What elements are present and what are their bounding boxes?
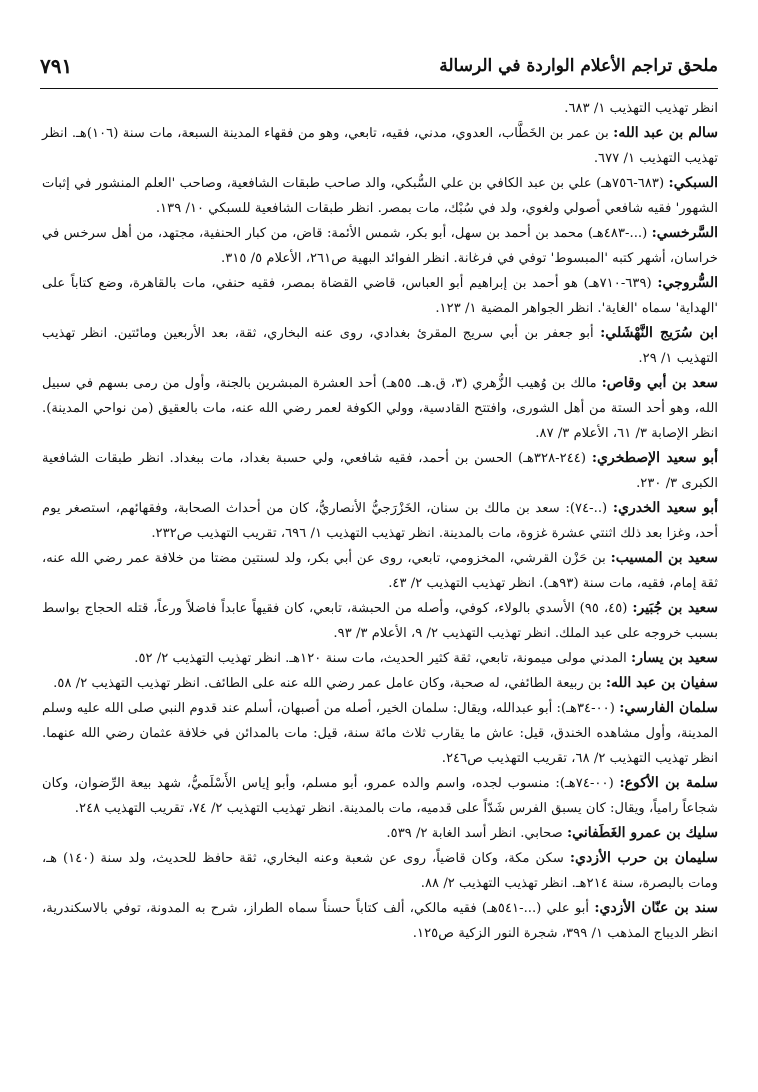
biography-entry: [42, 446, 718, 496]
page-header: [40, 52, 718, 89]
entry-text: المدني مولى ميمونة، تابعي، ثقة كثير الحديث، مات سنة ١٢٠هـ. انظر تهذيب التهذيب ٢/ ٥٢.: [134, 651, 627, 666]
entry-text: صحابي. انظر أسد الغابة ٢/ ٥٣٩.: [386, 826, 563, 841]
biography-entry: [42, 121, 718, 171]
entry-name: سعيد بن جُبَير:: [632, 600, 719, 616]
biography-entry: [42, 596, 718, 646]
entry-name: سند بن عنّان الأزدي:: [594, 900, 718, 916]
entry-text: بن عمر بن الخَطَّاب، العدوي، مدني، فقيه، تابعي، وهو من فقهاء المدينة السبعة، مات سنة (١٠٦)هـ. انظر تهذيب التهذيب ١/ ٦٧٧.: [42, 126, 718, 166]
entry-text: بن ربيعة الطائفي، له صحبة، وكان عامل عمر رضي الله عنه على الطائف. انظر تهذيب التهذيب ٢/ ٥٨.: [53, 676, 602, 691]
entry-name: سليمان بن حرب الأزدي:: [569, 850, 718, 866]
biography-entry: [42, 846, 718, 896]
entry-text: (٦٨٣-٧٥٦هـ) علي بن عبد الكافي بن علي السُّبكي، والد صاحب طبقات الشافعية، وصاحب 'العلم المنشور في إثبات الشهور' فقيه شافعي أصولي ولغوي، ولد في سُبْك، مات بمصر. انظر طبقات الشافعية للسبكي ١٠/ ١٣٩.: [42, 176, 718, 216]
entry-name: سلمة بن الأكوع:: [619, 775, 718, 791]
biography-entry: [42, 371, 718, 446]
entry-text: أبو جعفر بن أبي سريج المقرئ بغدادي، روى عنه البخاري، ثقة، بعد الأربعين ومائتين. انظر تهذيب التهذيب ١/ ٢٩.: [42, 326, 718, 366]
biography-entry: [42, 96, 718, 121]
biography-entry: [42, 221, 718, 271]
entry-text: (...-٤٨٣هـ) محمد بن أحمد بن سهل، أبو بكر، شمس الأئمة: قاض، من كبار الحنفية، مجتهد، من أهل سرخس في خراسان، أشهر كتبه 'المبسوط' توفي في فرغانة. انظر الفوائد البهية ص٢٦١، الأعلام ٥/ ٣١٥.: [42, 226, 718, 266]
entry-name: سليك بن عمرو الغَطَفاني:: [567, 825, 718, 841]
entry-name: السبكي:: [668, 175, 718, 191]
biography-entry: [42, 546, 718, 596]
entry-text: أبو علي (...-٥٤١هـ) فقيه مالكي، ألف كتاباً حسناً سماه الطراز، شرح به المدونة، توفي بالاسكندرية، انظر الديباج المذهب ١/ ٣٩٩، شجرة النور الزكية ص١٢٥.: [42, 901, 718, 941]
biography-entry: [42, 646, 718, 671]
entry-text: انظر تهذيب التهذيب ١/ ٦٨٣.: [564, 101, 718, 116]
entry-name: سعد بن أبي وقاص:: [601, 375, 719, 391]
biography-entry: [42, 696, 718, 771]
biography-entry: [42, 321, 718, 371]
entry-name: سعيد بن يسار:: [631, 650, 718, 666]
running-title: ملحق تراجم الأعلام الواردة في الرسالة: [439, 56, 718, 76]
entry-text: سكن مكة، وكان قاضياً، روى عن شعبة وعنه البخاري، ثقة حافظ للحديث، ولد سنة (١٤٠) هـ، ومات بالبصرة، سنة ٢١٤هـ. انظر تهذيب التهذيب ٢/ ٨٨.: [42, 851, 718, 891]
entry-text: بن حَزْن القرشي، المخزومي، تابعي، روى عن أبي بكر، ولد لسنتين مضتا من خلافة عمر رضي الله عنه، ثقة إمام، فقيه، مات سنة (٩٣هـ). انظر تهذيب التهذيب ٢/ ٤٣.: [42, 551, 718, 591]
entry-name: سالم بن عبد الله:: [613, 125, 718, 141]
entry-name: السَّرخسي:: [651, 225, 718, 241]
biography-entry: [42, 171, 718, 221]
entry-text: (٠٠-٣٤هـ): أبو عبدالله، ويقال: سلمان الخير، أصله من أصبهان، أسلم عند قدوم النبي صلى الله عليه وسلم المدينة، وأول مشاهده الخندق، قيل: عاش ما يقارب ثلاث مائة سنة، قيل: مات بالمدائن في خلافة عثمان رضي الله عنهما. انظر تهذيب التهذيب ٢/ ٦٨، تقريب التهذيب ص٢٤٦.: [42, 701, 718, 766]
biography-entry: [42, 671, 718, 696]
biography-entries: [42, 96, 718, 946]
entry-text: (٦٣٩-٧١٠هـ) هو أحمد بن إبراهيم أبو العباس، قاضي القضاة بمصر، فقيه حنفي، مات بالقاهرة، وضع كتاباً على 'الهداية' سماه 'الغاية'. انظر الجواهر المضية ١/ ١٢٣.: [42, 276, 718, 316]
entry-name: السُّروجي:: [657, 275, 718, 291]
biography-entry: [42, 771, 718, 821]
entry-text: (٤٥، ٩٥) الأسدي بالولاء، كوفي، وأصله من الحبشة، تابعي، كان فقيهاً عابداً فاضلاً ورعاً، قتله الحجاج بواسط بسبب خروجه على عبد الملك. انظر تهذيب التهذيب ٢/ ٩، الأعلام ٣/ ٩٣.: [42, 601, 718, 641]
entry-text: (..-٧٤): سعد بن مالك بن سنان، الخَزْرَجيُّ الأنصاريُّ، كان من أحداث الصحابة، وفقهائهم، استصغر يوم أحد، وغزا بعد ذلك اثنتي عشرة غزوة، مات بالمدينة. انظر تهذيب التهذيب ١/ ٦٩٦، تقريب التهذيب ص٢٣٢.: [42, 501, 718, 541]
entry-name: أبو سعيد الخدري:: [612, 500, 718, 516]
entry-name: سلمان الفارسي:: [619, 700, 718, 716]
biography-entry: [42, 896, 718, 946]
entry-name: سعيد بن المسيب:: [610, 550, 718, 566]
entry-text: (٠٠-٧٤هـ): منسوب لجده، واسم والده عمرو، أبو مسلم، وأبو إياس الأَسْلَميُّ، شهد بيعة الرِّضوان، وكان شجاعاً رامياً، ويقال: كان يسبق الفرس شَدّاً على قدميه، مات بالمدينة. انظر تهذيب التهذيب ٢/ ٧٤، تقريب التهذيب ٢٤٨.: [42, 776, 718, 816]
biography-entry: [42, 271, 718, 321]
page-number: ٧٩١: [40, 54, 73, 78]
entry-name: أبو سعيد الإصطخري:: [591, 450, 718, 466]
biography-entry: [42, 496, 718, 546]
biography-entry: [42, 821, 718, 846]
entry-name: ابن سُرَيج النَّهْشَلي:: [600, 325, 718, 341]
entry-text: (٢٤٤-٣٢٨هـ) الحسن بن أحمد، فقيه شافعي، ولي حسبة بغداد، مات ببغداد. انظر طبقات الشافعية الكبرى ٣/ ٢٣٠.: [42, 451, 718, 491]
entry-text: مالك بن وُهيب الزُّهري (٣، ق.هـ. ٥٥هـ) أحد العشرة المبشرين بالجنة، وأول من رمى بسهم في سبيل الله، وهو أحد الستة من أهل الشورى، وافتتح القادسية، وولي الكوفة لعمر رضي الله عنه، مات بالعقيق (من نواحي المدينة). انظر الإصابة ٣/ ٦١، الأعلام ٣/ ٨٧.: [42, 376, 718, 441]
entry-name: سفيان بن عبد الله:: [605, 675, 718, 691]
